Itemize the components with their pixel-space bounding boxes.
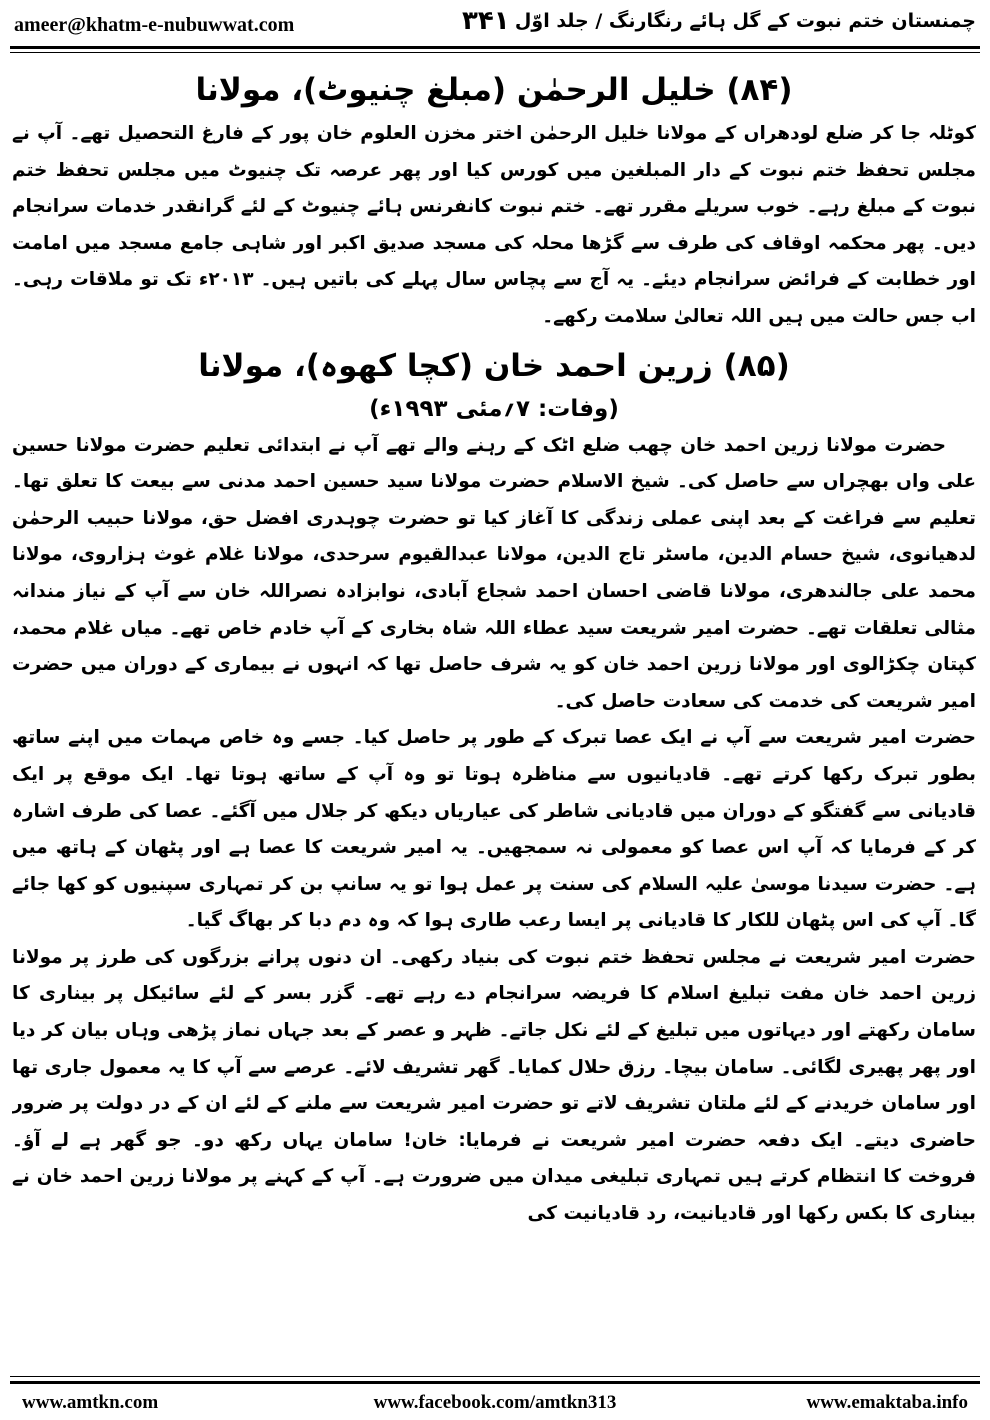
footer-link-emaktaba[interactable]: www.emaktaba.info — [806, 1392, 968, 1413]
footer-rule-thin — [10, 1376, 980, 1377]
paragraph: حضرت امیر شریعت نے مجلس تحفظ ختم نبوت کی بنیاد رکھی۔ ان دنوں پرانے بزرگوں کی طرز پر مولانا زرین احمد خان مفت تبلیغ اسلام کا فریضہ سرانجام دے رہے تھے۔ گزر بسر کے لئے سائیکل پر بیناری کا سامان رکھتے اور دیہاتوں میں تبلیغ کے لئے نکل جاتے۔ ظہر و عصر کے بعد جہاں نماز پڑھی وہاں بیان کر دیا اور پھر پھیری لگائی۔ سامان بیچا۔ رزق حلال کمایا۔ گھر تشریف لائے۔ عرصے سے آپ کا یہ معمول جاری تھا اور سامان خریدنے کے لئے ملتان تشریف لاتے تو حضرت امیر شریعت سے ملنے کے لئے ان کے در دولت پر ضرور حاضری دیتے۔ ایک دفعہ حضرت امیر شریعت نے فرمایا: خان! سامان یہاں رکھ دو۔ جو گھر ہے لے آؤ۔ فروخت کا انتظام کرتے ہیں تمہاری تبلیغی میدان میں ضرورت ہے۔ آپ کے کہنے پر مولانا زرین احمد خان نے بیناری کا بکس رکھا اور قادیانیت، رد قادیانیت کی — [12, 946, 976, 1225]
header-rule-thin — [10, 52, 980, 53]
header-rule-thick — [10, 46, 980, 49]
paragraph: کوٹلہ جا کر ضلع لودھراں کے مولانا خلیل الرحمٰن اختر مخزن العلوم خان پور کے فارغ التحصیل تھے۔ آپ نے مجلس تحفظ ختم نبوت کے دار المبلغین میں کورس کیا اور پھر عرصہ تک چنیوٹ میں مجلس تحفظ ختم نبوت کے مبلغ رہے۔ خوب سریلے مقرر تھے۔ ختم نبوت کانفرنس ہائے چنیوٹ کے لئے گرانقدر خدمات سرانجام دیں۔ پھر محکمہ اوقاف کی طرف سے گڑھا محلہ کی مسجد صدیق اکبر اور شاہی جامع مسجد میں امامت اور خطابت کے فرائض سرانجام دیئے۔ یہ آج سے پچاس سال پہلے کی باتیں ہیں۔ ۲۰۱۳ء تک تو ملاقات رہی۔ اب جس حالت میں ہیں اللہ تعالیٰ سلامت رکھے۔ — [12, 123, 976, 327]
section-84 — [12, 68, 976, 336]
footer-link-amtkn[interactable]: www.amtkn.com — [22, 1392, 159, 1413]
paragraph: حضرت مولانا زرین احمد خان چھب ضلع اٹک کے رہنے والے تھے آپ نے ابتدائی تعلیم حضرت مولانا حسین علی واں بھچراں سے حاصل کی۔ شیخ الاسلام حضرت مولانا سید حسین احمد مدنی سے بیعت کا تعلق تھا۔ تعلیم سے فراغت کے بعد اپنی عملی زندگی کا آغاز کیا تو حضرت چوہدری افضل حق، مولانا حبیب الرحمٰن لدھیانوی، شیخ حسام الدین، ماسٹر تاج الدین، مولانا عبدالقیوم سرحدی، مولانا غلام غوث ہزاروی، مولانا محمد علی جالندھری، مولانا قاضی احسان احمد شجاع آبادی، نوابزادہ نصراللہ خان سے آپ کے نیاز مندانہ مثالی تعلقات تھے۔ حضرت امیر شریعت سید عطاء اللہ شاہ بخاری کے آپ خادم خاص تھے۔ میاں غلام محمد، کپتان چکڑالوی اور مولانا زرین احمد خان کو یہ شرف حاصل تھا کہ انہوں نے بیماری کے دوران میں حضرت امیر شریعت کی خدمت کی سعادت حاصل کی۔ — [12, 434, 976, 712]
page-number: ۳۴۱ — [462, 6, 510, 36]
footer-link-facebook[interactable]: www.facebook.com/amtkn313 — [373, 1392, 617, 1413]
page-body — [12, 60, 976, 1366]
death-date: (وفات: ۷؍مئی ۱۹۹۳ء) — [369, 395, 619, 422]
footer-rule-thick — [10, 1381, 980, 1384]
section-heading: (۸۵) زرین احمد خان (کچا کھوہ)، مولانا — [198, 347, 790, 384]
page-header — [0, 0, 990, 50]
section-heading: (۸۴) خلیل الرحمٰن (مبلغ چنیوٹ)، مولانا — [195, 72, 793, 108]
section-85 — [12, 344, 976, 1233]
page-footer — [0, 1366, 990, 1420]
paragraph: حضرت امیر شریعت سے آپ نے ایک عصا تبرک کے طور پر حاصل کیا۔ جسے وہ خاص مہمات میں اپنے ساتھ بطور تبرک رکھا کرتے تھے۔ قادیانیوں سے مناظرہ ہوتا تو وہ آپ کے ساتھ ہوتا تھا۔ ایک موقع پر ایک قادیانی سے گفتگو کے دوران میں قادیانی شاطر کی عیاریاں دیکھ کر جلال میں آگئے۔ عصا کی طرف اشارہ کر کے فرمایا کہ آپ اس عصا کو معمولی نہ سمجھیں۔ یہ امیر شریعت کا عصا ہے اور پٹھان کے ہاتھ میں ہے۔ حضرت سیدنا موسیٰ علیہ السلام کی سنت پر عمل ہوا تو یہ سانپ بن کر تمہاری سپنیوں کو کھا جائے گا۔ آپ کی اس پٹھان للکار کا قادیانی پر ایسا رعب طاری ہوا کہ وہ دم دبا کر بھاگ گیا۔ — [12, 727, 976, 932]
header-email: ameer@khatm-e-nubuwwat.com — [14, 14, 295, 36]
book-title: چمنستان ختم نبوت کے گل ہائے رنگارنگ / جلد اوّل — [514, 10, 976, 32]
